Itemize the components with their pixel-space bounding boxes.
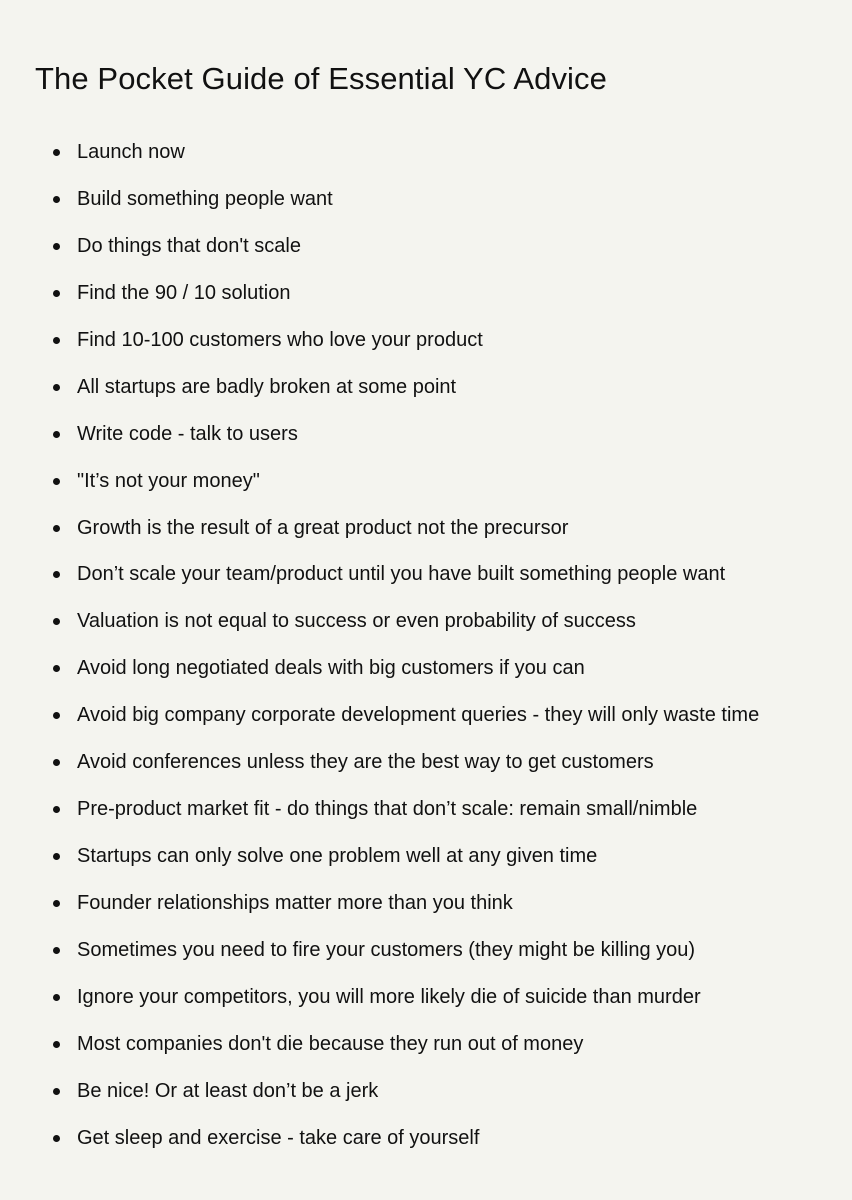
list-item-text: Be nice! Or at least don’t be a jerk: [77, 1079, 379, 1102]
list-item-text: Ignore your competitors, you will more likely die of suicide than murder: [77, 985, 701, 1008]
list-item-text: Growth is the result of a great product not the precursor: [77, 516, 569, 539]
bullet-icon: [53, 900, 60, 907]
list-item-text: Find the 90 / 10 solution: [77, 281, 291, 304]
list-item-text: Find 10-100 customers who love your product: [77, 328, 483, 351]
list-item-text: Don’t scale your team/product until you have built something people want: [77, 563, 726, 586]
bullet-icon: [53, 665, 60, 672]
bullet-icon: [53, 947, 60, 954]
list-item-text: Launch now: [77, 141, 185, 163]
bullet-icon: [53, 618, 60, 625]
bullet-icon: [53, 571, 60, 578]
bullet-icon: [53, 290, 60, 297]
bullet-icon: [53, 712, 60, 719]
bullet-icon: [53, 1135, 60, 1142]
bullet-icon: [53, 525, 60, 532]
list-item-text: Startups can only solve one problem well at any given time: [77, 845, 598, 868]
list-item-text: "It’s not your money": [77, 469, 260, 492]
list-item-text: Pre-product market fit - do things that don’t scale: remain small/nimble: [77, 798, 698, 821]
bullet-icon: [53, 196, 60, 203]
bullet-icon: [53, 1041, 60, 1048]
list-item-text: Founder relationships matter more than you think: [77, 892, 513, 914]
bullet-icon: [53, 478, 60, 485]
bullet-icon: [53, 431, 60, 438]
list-item-text: Most companies don't die because they run out of money: [77, 1032, 584, 1055]
bullet-icon: [53, 994, 60, 1001]
bullet-icon: [53, 853, 60, 860]
list-item-text: Sometimes you need to fire your customers (they might be killing you): [77, 938, 696, 961]
bullet-icon: [53, 337, 60, 344]
list-item-text: Build something people want: [77, 187, 333, 210]
bullet-icon: [53, 806, 60, 813]
bullet-icon: [53, 759, 60, 766]
list-item-text: Get sleep and exercise - take care of yourself: [77, 1126, 480, 1149]
bullet-icon: [53, 1088, 60, 1095]
list-item-text: Avoid conferences unless they are the best way to get customers: [77, 751, 654, 774]
list-item-text: Avoid big company corporate development queries - they will only waste time: [77, 704, 760, 727]
page-title: The Pocket Guide of Essential YC Advice: [35, 61, 607, 96]
list-item-text: Valuation is not equal to success or even probability of success: [77, 610, 636, 633]
bullet-icon: [53, 149, 60, 156]
list-item-text: All startups are badly broken at some point: [77, 375, 457, 398]
bullet-icon: [53, 384, 60, 391]
list-item-text: Do things that don't scale: [77, 234, 301, 257]
list-item-text: Write code - talk to users: [77, 422, 298, 445]
list-item-text: Avoid long negotiated deals with big customers if you can: [77, 657, 585, 680]
bullet-icon: [53, 243, 60, 250]
